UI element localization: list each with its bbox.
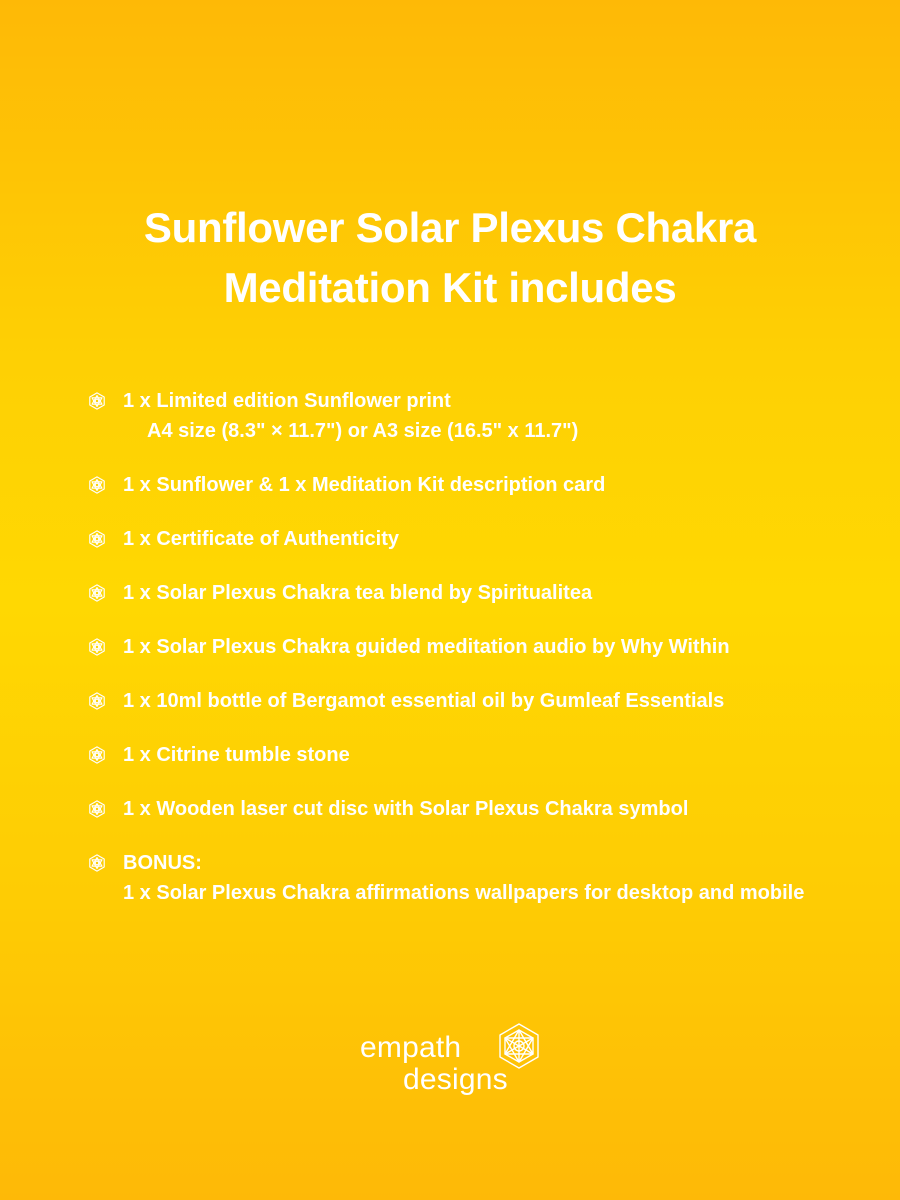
sacred-geometry-logo-icon [495, 1022, 543, 1070]
kit-items-list [88, 386, 828, 908]
brand-logo [360, 1022, 550, 1112]
bonus-detail: 1 x Solar Plexus Chakra affirmations wallpapers for desktop and mobile [123, 882, 805, 904]
sacred-geometry-icon [88, 854, 106, 872]
sacred-geometry-icon [88, 638, 106, 656]
logo-wordmark [360, 1032, 508, 1096]
bonus-label: BONUS: [123, 852, 202, 874]
list-item-text: 1 x Wooden laser cut disc with Solar Plexus Chakra symbol [123, 798, 689, 820]
list-item [88, 524, 828, 578]
title-line-1: Sunflower Solar Plexus Chakra [143, 204, 757, 251]
list-item-detail: A4 size (8.3" × 11.7") or A3 size (16.5" x 11.7") [147, 420, 579, 442]
sacred-geometry-icon [88, 800, 106, 818]
list-item-text: 1 x Certificate of Authenticity [123, 528, 399, 550]
list-item [88, 632, 828, 686]
list-item [88, 386, 828, 470]
page-title [0, 198, 900, 318]
sacred-geometry-icon [88, 692, 106, 710]
list-item-text: 1 x Limited edition Sunflower print [123, 390, 451, 412]
sacred-geometry-icon [88, 392, 106, 410]
sacred-geometry-icon [88, 584, 106, 602]
sacred-geometry-icon [88, 476, 106, 494]
list-item-text: 1 x Solar Plexus Chakra tea blend by Spiritualitea [123, 582, 593, 604]
list-item [88, 740, 828, 794]
list-item-text: 1 x 10ml bottle of Bergamot essential oil by Gumleaf Essentials [123, 690, 725, 712]
sacred-geometry-icon [88, 746, 106, 764]
list-item-text: 1 x Sunflower & 1 x Meditation Kit description card [123, 474, 606, 496]
logo-line-1: empath [360, 1031, 462, 1064]
sacred-geometry-icon [88, 530, 106, 548]
title-line-2: Meditation Kit includes [223, 264, 677, 311]
list-item [88, 578, 828, 632]
list-item-bonus [88, 848, 828, 908]
logo-line-2: designs [403, 1063, 508, 1096]
list-item [88, 686, 828, 740]
list-item [88, 470, 828, 524]
list-item-text: 1 x Solar Plexus Chakra guided meditation audio by Why Within [123, 636, 730, 658]
list-item [88, 794, 828, 848]
list-item-text: 1 x Citrine tumble stone [123, 744, 350, 766]
